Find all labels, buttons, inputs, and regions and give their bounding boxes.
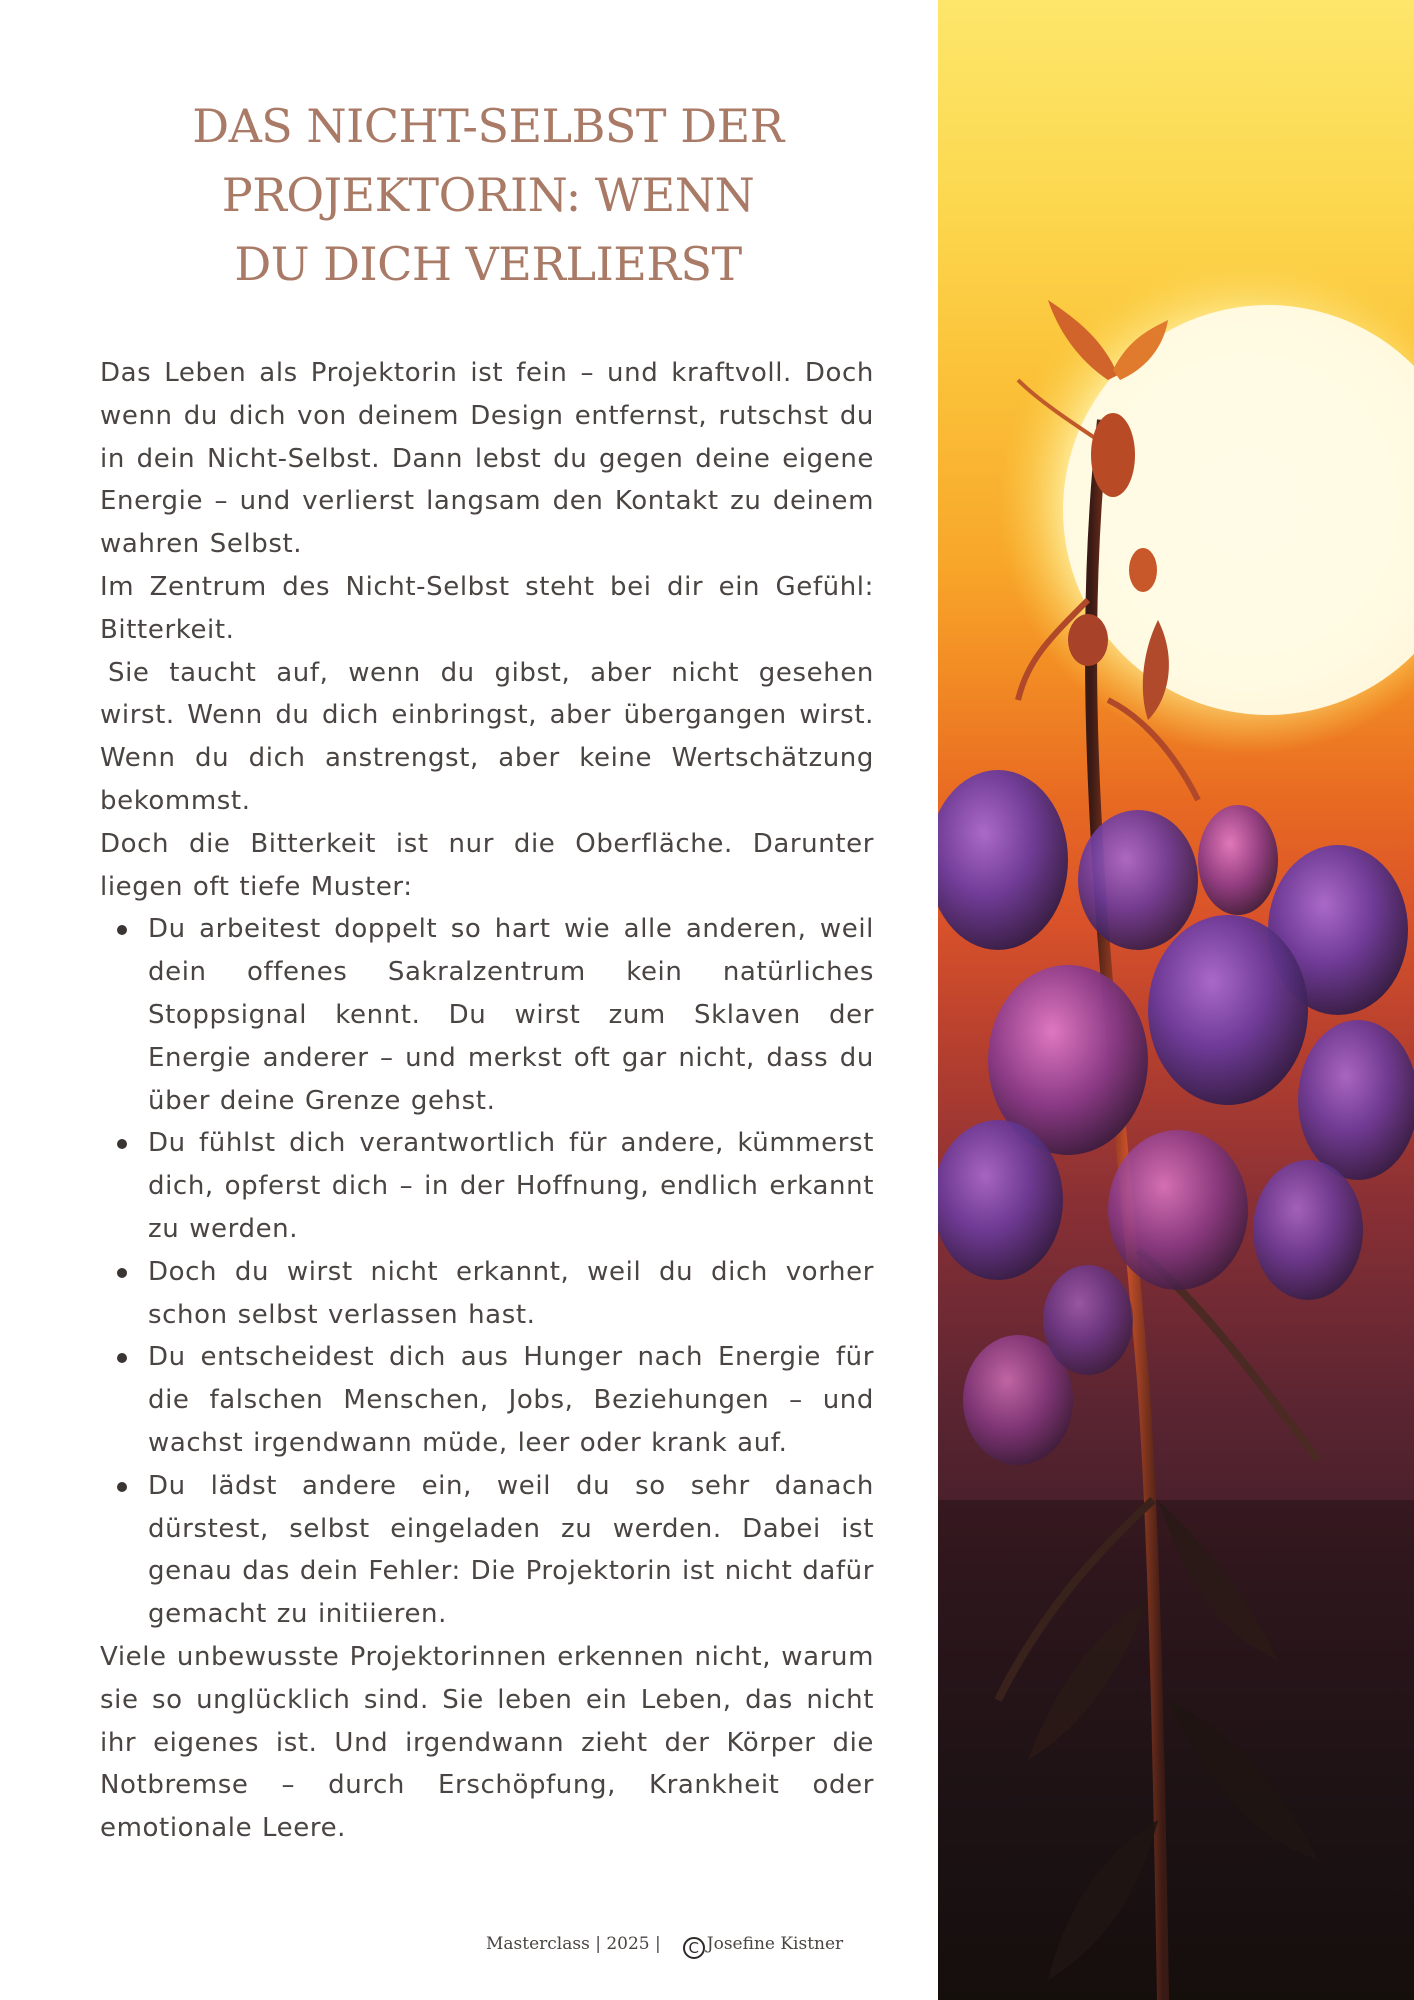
list-item: Doch du wirst nicht erkannt, weil du dich vorher schon selbst verlassen hast. [148, 1251, 874, 1337]
title-line-2: PROJEKTORIN: WENN [221, 168, 755, 222]
page-title [100, 92, 876, 299]
body-text [100, 352, 874, 1850]
paragraph-not-seen: Sie taucht auf, wenn du gibst, aber nicht gesehen wirst. Wenn du dich einbringst, aber übergangen wirst. Wenn du dich anstrengst, aber keine Wertschätzung bekommst. [100, 657, 874, 816]
footer-author: Josefine Kistner [706, 1934, 844, 1954]
title-line-3: DU DICH VERLIERST [234, 237, 742, 291]
paragraph-intro: Das Leben als Projektorin ist fein – und kraftvoll. Doch wenn du dich von deinem Design entfernst, rutschst du in dein Nicht-Selbst. Dann lebst du gegen deine eigene Energie – und verlierst langsam den Kontakt zu deinem wahren Selbst. [100, 358, 874, 560]
paragraph-conclusion: Viele unbewusste Projektorinnen erkennen nicht, warum sie so unglücklich sind. Sie leben ein Leben, das nicht ihr eigenes ist. Und irgendwann zieht der Körper die Notbremse – durch Erschöpfung, Krankheit oder emotionale Leere. [100, 1641, 874, 1844]
title-line-1: DAS NICHT-SELBST DER [192, 99, 784, 153]
paragraph-bitterness: Im Zentrum des Nicht-Selbst steht bei dir ein Gefühl: Bitterkeit. [100, 571, 874, 645]
copyright-icon: C [683, 1937, 705, 1959]
list-item: Du fühlst dich verantwortlich für andere, kümmerst dich, opferst dich – in der Hoffnung, endlich erkannt zu werden. [148, 1122, 874, 1250]
list-item: Du lädst andere ein, weil du so sehr danach dürstest, selbst eingeladen zu werden. Dabei ist genau das dein Fehler: Die Projektorin ist nicht dafür gemacht zu initiieren. [148, 1465, 874, 1636]
footer-text: Masterclass | 2025 | [486, 1934, 661, 1954]
sunset-flower-photo [938, 0, 1414, 2000]
footer [486, 1934, 843, 1959]
list-item: Du entscheidest dich aus Hunger nach Energie für die falschen Menschen, Jobs, Beziehungen – und wachst irgendwann müde, leer oder krank auf. [148, 1336, 874, 1464]
paragraph-patterns: Doch die Bitterkeit ist nur die Oberfläche. Darunter liegen oft tiefe Muster: [100, 828, 874, 902]
flower-petal [938, 770, 1068, 950]
list-item: Du arbeitest doppelt so hart wie alle anderen, weil dein offenes Sakralzentrum kein natürliches Stoppsignal kennt. Du wirst zum Sklaven der Energie anderer – und merkst oft gar nicht, dass du über deine Grenze gehst. [148, 908, 874, 1122]
photo-illustration [938, 0, 1414, 2000]
pattern-list [100, 908, 874, 1636]
